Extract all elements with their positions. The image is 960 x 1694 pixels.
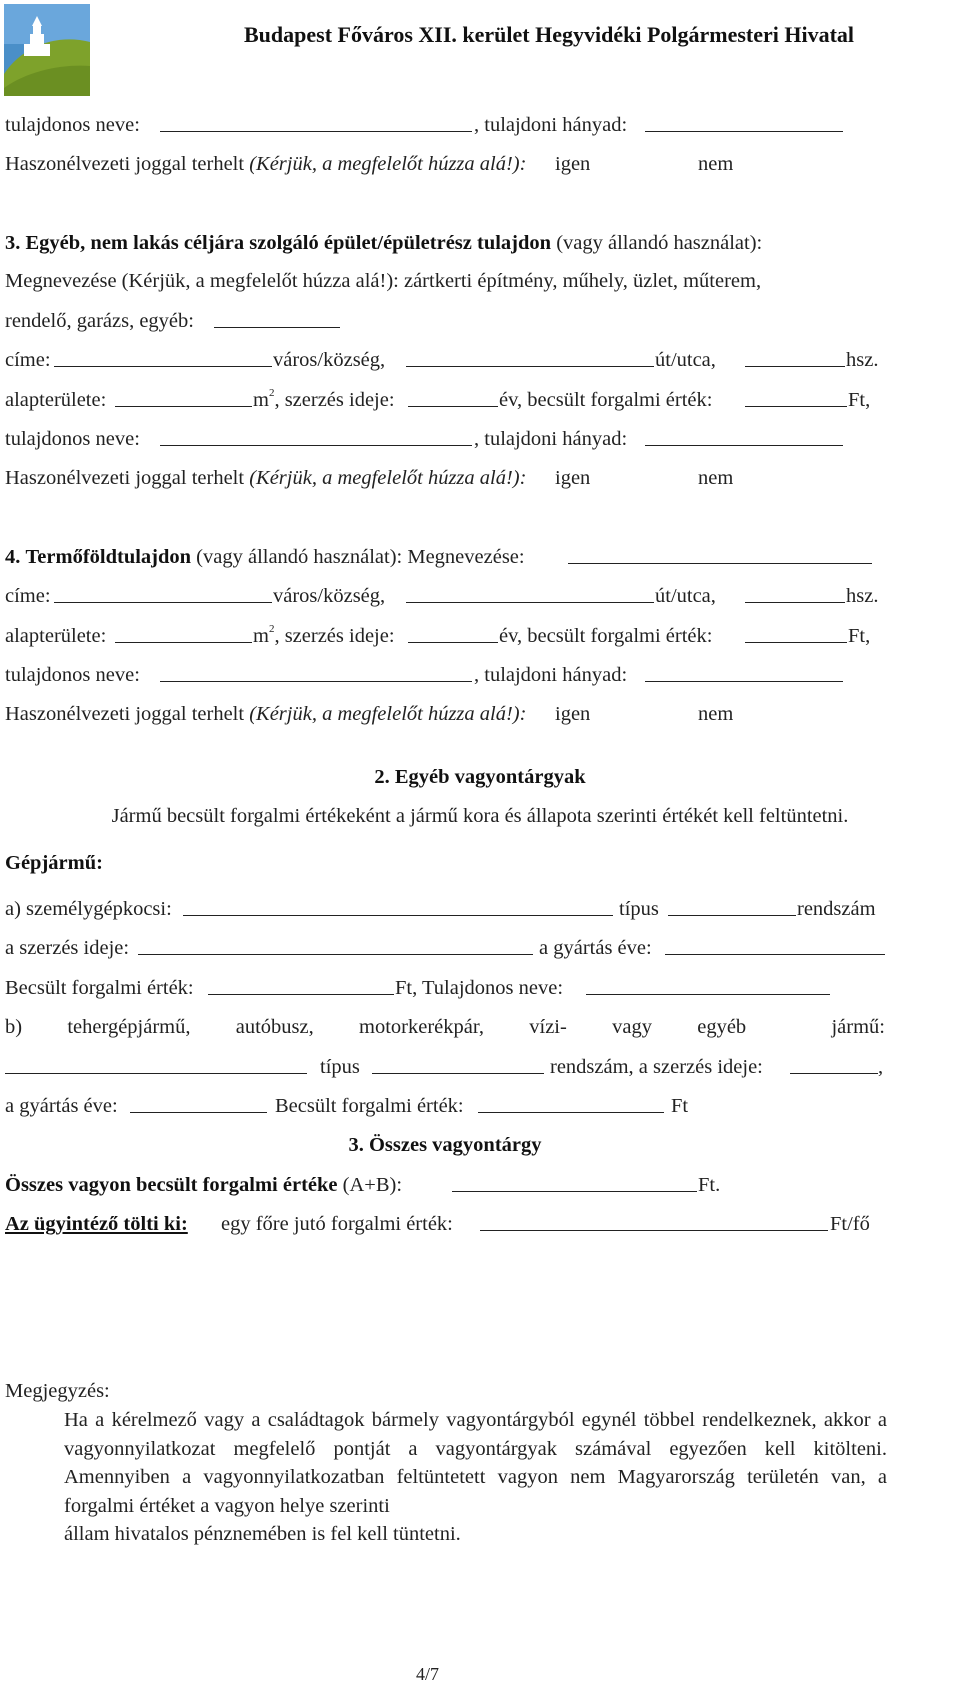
header-office-title: Budapest Főváros XII. kerület Hegyvidéki Polgármesteri Hivatal bbox=[244, 22, 855, 47]
city-line[interactable] bbox=[54, 365, 272, 367]
usufruct-label: Haszonélvezeti joggal terhelt (Kérjük, a megfelelőt húzza alá!): bbox=[5, 467, 527, 489]
total-label: Összes vagyon becsült forgalmi értéke (A+B): bbox=[5, 1174, 403, 1196]
total-line[interactable] bbox=[452, 1190, 697, 1192]
usufruct-yes[interactable]: igen bbox=[555, 703, 591, 725]
other-acq-line[interactable] bbox=[790, 1072, 878, 1074]
other-plate-acq-label: rendszám, a szerzés ideje: bbox=[550, 1056, 763, 1078]
ft-label: Ft, bbox=[848, 625, 871, 647]
section-c-heading: 3. Összes vagyontárgy bbox=[348, 1134, 542, 1156]
owner-name-label: tulajdonos neve: bbox=[5, 428, 140, 450]
street-line[interactable] bbox=[406, 601, 654, 603]
section-b-intro: Jármű becsült forgalmi értékeként a jármű kora és állapota szerinti értékét kell feltüntetni. bbox=[111, 805, 849, 827]
area-line[interactable] bbox=[115, 405, 252, 407]
note-text: Ha a kérelmező vagy a családtagok bármely vagyontárgyból egynél többel rendelkeznek, akkor a vagyonnyilatkozat megfelelő pontját a vagyontárgyak számával egyezően kell kitölteni. Amennyiben a vagyonnyilatkozatban feltüntetett vagyon nem Magyarország területén van, a forgalmi értéket a vagyon helye szerinti állam hivatalos pénznemében is fel kell tüntetni. bbox=[64, 1409, 887, 1545]
area-unit: $m^2$, szerzés ideje: bbox=[253, 387, 395, 411]
car-manuf-label: a gyártás éve: bbox=[539, 937, 652, 959]
city-line[interactable] bbox=[54, 601, 272, 603]
street-label: út/utca, bbox=[655, 585, 716, 607]
usufruct-no[interactable]: nem bbox=[698, 467, 734, 489]
other-value-line[interactable] bbox=[478, 1111, 664, 1113]
section-b-heading: 2. Egyéb vagyontárgyak bbox=[374, 766, 586, 788]
section-3-heading: 3. Egyéb, nem lakás céljára szolgáló épület/épületrész tulajdon (vagy állandó használat): bbox=[5, 232, 763, 254]
car-owner-line[interactable] bbox=[586, 993, 830, 995]
usufruct-label: Haszonélvezeti joggal terhelt (Kérjük, a megfelelőt húzza alá!): bbox=[5, 703, 527, 725]
section-4-designation-line[interactable] bbox=[568, 562, 872, 564]
car-value-label: Becsült forgalmi érték: bbox=[5, 977, 194, 999]
section-3-other-label: rendelő, garázs, egyéb: bbox=[5, 310, 194, 332]
share-label: , tulajdoni hányad: bbox=[474, 664, 628, 686]
section-4-heading: 4. Termőföldtulajdon (vagy állandó használat): Megnevezése: bbox=[5, 546, 525, 568]
value-line[interactable] bbox=[745, 405, 847, 407]
acquired-line[interactable] bbox=[408, 641, 498, 643]
car-plate-label: rendszám bbox=[797, 898, 876, 920]
vehicle-heading: Gépjármű: bbox=[5, 852, 103, 874]
car-type-label: típus bbox=[619, 898, 659, 920]
owner-name-line[interactable] bbox=[160, 680, 472, 682]
year-value-label: év, becsült forgalmi érték: bbox=[499, 625, 713, 647]
other-manuf-line[interactable] bbox=[130, 1111, 267, 1113]
year-value-label: év, becsült forgalmi érték: bbox=[499, 389, 713, 411]
other-vehicle-label: b) tehergépjármű, autóbusz, motorkerékpár, vízi- vagy egyéb jármű: bbox=[5, 1016, 885, 1038]
acquired-line[interactable] bbox=[408, 405, 498, 407]
area-label: alapterülete: bbox=[5, 625, 107, 647]
total-ft: Ft. bbox=[698, 1174, 721, 1196]
house-number-line[interactable] bbox=[745, 601, 845, 603]
owner-name-line[interactable] bbox=[160, 444, 472, 446]
city-label: város/község, bbox=[273, 349, 386, 371]
clerk-text: egy főre jutó forgalmi érték: bbox=[221, 1213, 453, 1235]
area-line[interactable] bbox=[115, 641, 252, 643]
share-line[interactable] bbox=[645, 680, 843, 682]
section-3-other-line[interactable] bbox=[214, 326, 340, 328]
house-number-line[interactable] bbox=[745, 365, 845, 367]
street-label: út/utca, bbox=[655, 349, 716, 371]
usufruct-yes[interactable]: igen bbox=[555, 153, 591, 175]
car-manuf-line[interactable] bbox=[665, 953, 885, 955]
other-comma: , bbox=[878, 1056, 884, 1078]
clerk-label: Az ügyintéző tölti ki: bbox=[5, 1213, 188, 1235]
share-line[interactable] bbox=[645, 130, 843, 132]
other-type-label: típus bbox=[320, 1056, 360, 1078]
share-line[interactable] bbox=[645, 444, 843, 446]
per-capita-line[interactable] bbox=[480, 1229, 828, 1231]
hsz-label: hsz. bbox=[846, 349, 879, 371]
street-line[interactable] bbox=[406, 365, 654, 367]
other-ft-label: Ft bbox=[671, 1095, 689, 1117]
area-label: alapterülete: bbox=[5, 389, 107, 411]
value-line[interactable] bbox=[745, 641, 847, 643]
other-vehicle-line[interactable] bbox=[5, 1072, 307, 1074]
share-label: , tulajdoni hányad: bbox=[474, 428, 628, 450]
car-acq-line[interactable] bbox=[138, 953, 533, 955]
car-acq-label: a szerzés ideje: bbox=[5, 937, 130, 959]
owner-name-label: tulajdonos neve: bbox=[5, 114, 140, 136]
car-label: a) személygépkocsi: bbox=[5, 898, 172, 920]
page-number: 4/7 bbox=[415, 1664, 439, 1684]
ft-label: Ft, bbox=[848, 389, 871, 411]
other-manuf-label: a gyártás éve: bbox=[5, 1095, 118, 1117]
other-type-line[interactable] bbox=[372, 1072, 544, 1074]
car-line[interactable] bbox=[183, 914, 613, 916]
usufruct-no[interactable]: nem bbox=[698, 703, 734, 725]
section-3-designation: Megnevezése (Kérjük, a megfelelőt húzza alá!): zártkerti építmény, műhely, üzlet, műterem, bbox=[5, 270, 762, 292]
car-type-line[interactable] bbox=[668, 914, 796, 916]
address-label: címe: bbox=[5, 349, 51, 371]
usufruct-label: Haszonélvezeti joggal terhelt (Kérjük, a megfelelőt húzza alá!): bbox=[5, 153, 527, 175]
usufruct-no[interactable]: nem bbox=[698, 153, 734, 175]
address-label: címe: bbox=[5, 585, 51, 607]
hsz-label: hsz. bbox=[846, 585, 879, 607]
owner-name-line[interactable] bbox=[160, 130, 472, 132]
per-capita-unit: Ft/fő bbox=[830, 1213, 870, 1235]
area-unit: $m^2$, szerzés ideje: bbox=[253, 623, 395, 647]
car-owner-label: Ft, Tulajdonos neve: bbox=[395, 977, 564, 999]
district-logo bbox=[4, 4, 90, 96]
note-label: Megjegyzés: bbox=[5, 1380, 110, 1402]
share-label: , tulajdoni hányad: bbox=[474, 114, 628, 136]
owner-name-label: tulajdonos neve: bbox=[5, 664, 140, 686]
car-value-line[interactable] bbox=[208, 993, 394, 995]
city-label: város/község, bbox=[273, 585, 386, 607]
other-value-label: Becsült forgalmi érték: bbox=[275, 1095, 464, 1117]
usufruct-yes[interactable]: igen bbox=[555, 467, 591, 489]
